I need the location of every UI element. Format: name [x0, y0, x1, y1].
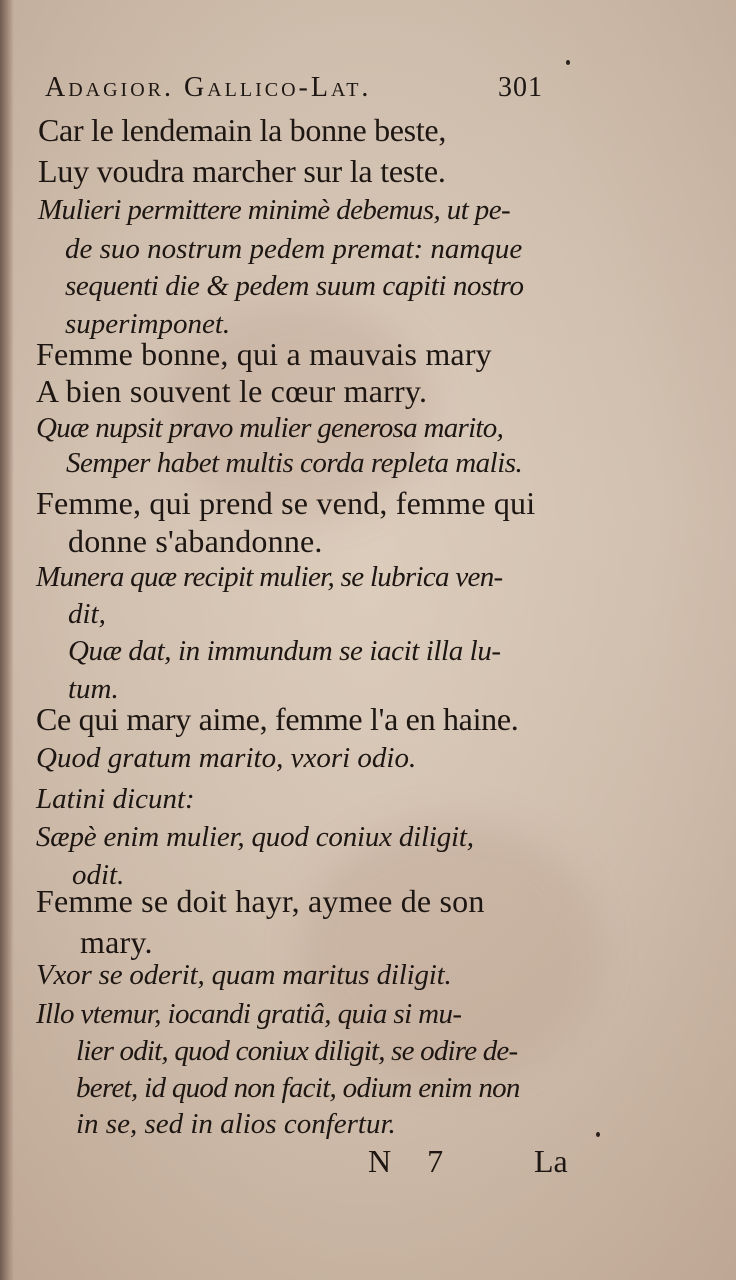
signature-mark: N 7 [368, 1143, 458, 1179]
text-line: de suo nostrum pedem premat: namque [65, 233, 523, 265]
text-line: Mulieri permittere minimè debemus, ut pe- [38, 194, 511, 226]
text-line: tum. [68, 673, 119, 705]
text-line: Latini dicunt: [36, 783, 195, 815]
text-line: Vxor se oderit, quam maritus diligit. [36, 959, 452, 991]
text-line: Ce qui mary aime, femme l'a en haine. [36, 701, 519, 737]
text-line: superimponet. [65, 308, 231, 340]
text-line: A bien souvent le cœur marry. [36, 373, 428, 409]
text-line: Femme, qui prend se vend, femme qui [36, 485, 536, 521]
text-line: odit. [72, 859, 125, 891]
page-number: 301 [498, 72, 543, 103]
page-gutter-shadow [0, 0, 14, 1280]
text-line: in se, sed in alios confertur. [76, 1108, 396, 1140]
text-line: donne s'abandonne. [68, 523, 323, 559]
text-line: Femme se doit hayr, aymee de son [36, 883, 485, 919]
text-line: Munera quæ recipit mulier, se lubrica ven- [36, 561, 503, 593]
ink-speck [596, 1132, 600, 1137]
text-line: Semper habet multis corda repleta malis. [66, 447, 523, 479]
text-line: Quæ nupsit pravo mulier generosa marito, [36, 412, 504, 444]
text-line: beret, id quod non facit, odium enim non [76, 1072, 520, 1104]
text-line: Illo vtemur, iocandi gratiâ, quia si mu- [36, 998, 462, 1030]
text-line: Femme bonne, qui a mauvais mary [36, 336, 492, 372]
text-line: Quod gratum marito, vxori odio. [36, 742, 417, 774]
text-line: mary. [80, 924, 153, 960]
catchword: La [534, 1143, 568, 1179]
running-title: Adagior. Gallico-Lat. [45, 72, 372, 103]
text-line: Sæpè enim mulier, quod coniux diligit, [36, 821, 474, 853]
ink-speck [566, 60, 570, 65]
text-line: Quæ dat, in immundum se iacit illa lu- [68, 635, 501, 667]
text-line: dit, [68, 598, 106, 630]
text-line: lier odit, quod coniux diligit, se odire de- [76, 1035, 518, 1067]
text-line: Car le lendemain la bonne beste, [38, 112, 447, 148]
text-line: Luy voudra marcher sur la teste. [38, 153, 446, 189]
text-line: sequenti die & pedem suum capiti nostro [65, 270, 524, 302]
